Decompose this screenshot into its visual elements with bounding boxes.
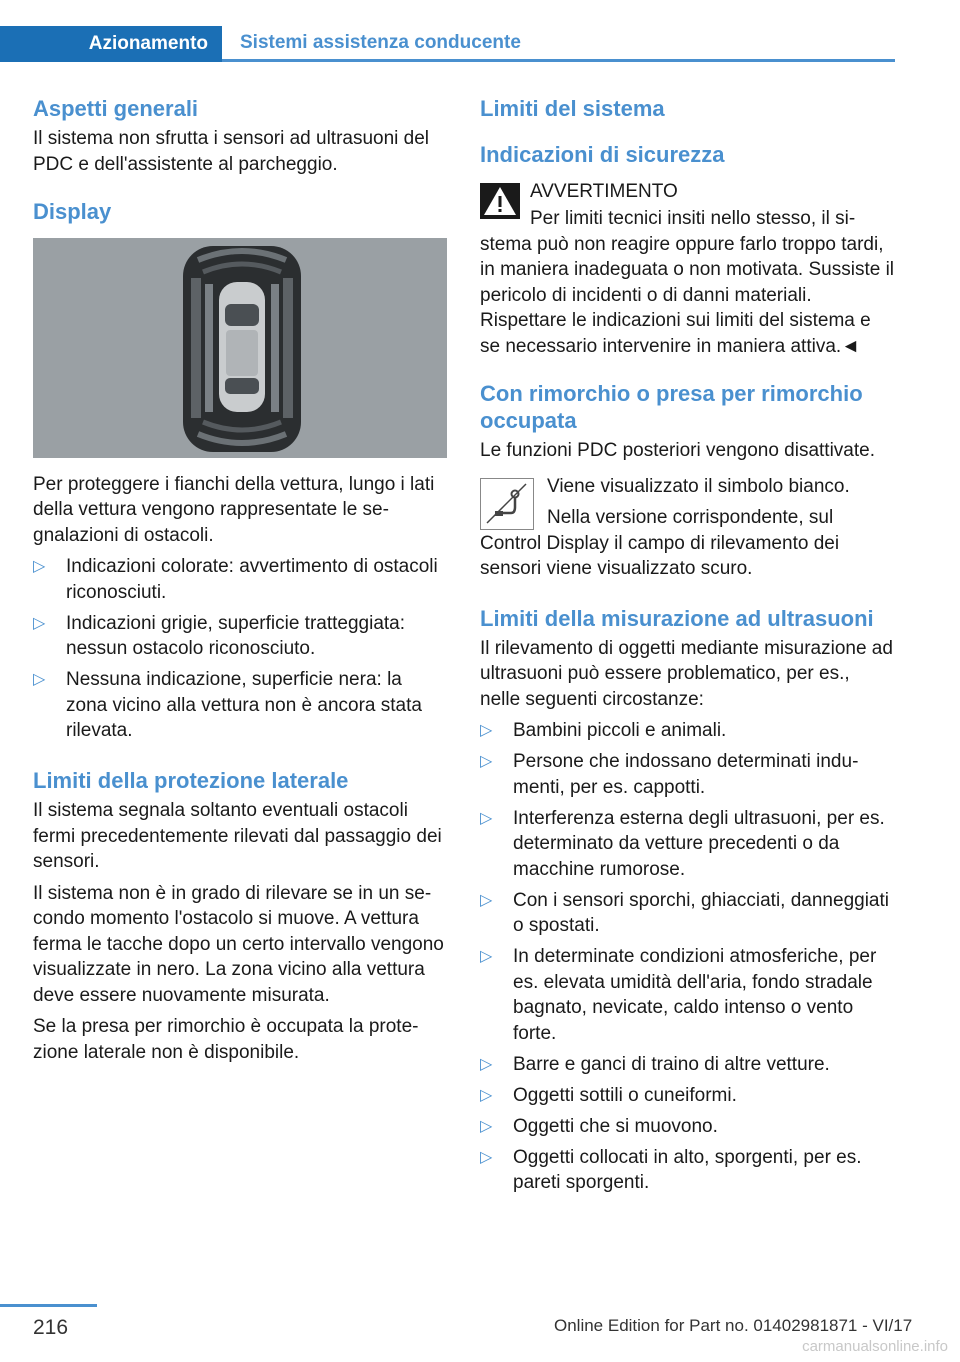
list-item: ▷ Oggetti collocati in alto, sporgenti, per es. pareti sporgenti. — [480, 1146, 862, 1194]
warning-title: AVVERTIMENTO — [530, 180, 678, 202]
trailer-hitch-icon — [480, 478, 534, 530]
paragraph-rim3: Nella versione corrispondente, sul Control Display il campo di rilevamento dei sensori viene visualizzato scuro. — [480, 507, 840, 580]
list-item: ▷ Indicazioni grigie, superficie tratteggiata: nessun ostacolo riconosciuto. — [33, 612, 406, 660]
list-item: ▷ Barre e ganci di traino di altre vetture. — [480, 1052, 895, 1078]
watermark: carmanualsonline.info — [802, 1338, 948, 1355]
paragraph-rim2: Viene visualizzato il simbolo bianco. — [547, 475, 850, 497]
triangle-right-icon: ▷ — [480, 722, 493, 740]
list-item: ▷ Con i sensori sporchi, ghiacciati, danneggiati o spostati. — [480, 889, 889, 937]
paragraph-lp3: Se la presa per rimorchio è occupata la protezione laterale non è disponibile. — [33, 1016, 419, 1063]
list-item: ▷ Oggetti sottili o cuneiformi. — [480, 1083, 895, 1109]
heading-limiti-protezione: Limiti della protezione laterale — [33, 767, 349, 793]
warning-triangle-icon — [480, 183, 520, 219]
left-column — [33, 96, 447, 1065]
display-illustration — [33, 238, 447, 458]
list-item: ▷ Bambini piccoli e animali. — [480, 718, 895, 744]
triangle-right-icon: ▷ — [480, 1055, 493, 1073]
paragraph-display: Per proteggere i fianchi della vettura, lungo i lati della vettura vengono rappresentate le segnalazioni di ostacoli. — [33, 473, 435, 546]
list-item: ▷ In determinate condizioni atmosferiche, per es. elevata umidità dell'aria, fondo stradale bagnato, nevicate, caldo intenso o vento forte. — [480, 946, 877, 1044]
paragraph-lp1: Il sistema segnala soltanto eventuali ostacoli fermi precedentemente rilevati dal passaggio dei sensori. — [33, 800, 442, 873]
ultra-list — [480, 718, 895, 1196]
right-column — [480, 96, 895, 1201]
page-header — [0, 26, 895, 62]
heading-indicazioni-sicurezza: Indicazioni di sicurezza — [480, 142, 725, 168]
list-item: ▷ Nessuna indicazione, superficie nera: la zona vicino alla vettura non è ancora stata rilevata. — [33, 669, 422, 742]
triangle-right-icon: ▷ — [33, 671, 46, 689]
warning-block — [480, 179, 895, 360]
list-item: ▷ Oggetti che si muovono. — [480, 1114, 895, 1140]
paragraph-ultra: Il rilevamento di oggetti mediante misurazione ad ultrasuoni può essere problematico, per es., nelle seguenti circostanze: — [480, 637, 893, 710]
list-item: ▷ Persone che indossano determinati indumenti, per es. cappotti. — [480, 751, 859, 798]
footer-rule — [0, 1304, 97, 1307]
paragraph-rim1: Le funzioni PDC posteriori vengono disattivate. — [480, 440, 876, 462]
triangle-right-icon: ▷ — [33, 558, 46, 576]
triangle-right-icon: ▷ — [480, 753, 493, 771]
display-list — [33, 554, 447, 744]
heading-ultrasuoni: Limiti della misurazione ad ultrasuoni — [480, 605, 874, 631]
triangle-right-icon: ▷ — [480, 809, 493, 827]
paragraph-aspetti: Il sistema non sfrutta i sensori ad ultrasuoni del PDC e dell'assistente al parcheggio. — [33, 128, 430, 175]
chapter-tab: Azionamento — [0, 26, 222, 62]
triangle-right-icon: ▷ — [480, 1148, 493, 1166]
triangle-right-icon: ▷ — [480, 891, 493, 909]
paragraph-lp2: Il sistema non è in grado di rilevare se in un secondo momento l'ostacolo si muove. A vettura ferma le tacche dopo un certo intervallo vengono visualizzate in nero. La zona vicino alla vettura deve essere nuovamente misurata. — [33, 882, 444, 1006]
edition-note: Online Edition for Part no. 01402981871 - VI/17 — [554, 1316, 913, 1335]
triangle-right-icon: ▷ — [480, 1117, 493, 1135]
list-item: ▷ Indicazioni colorate: avvertimento di ostacoli riconosciuti. — [33, 556, 438, 603]
heading-display: Display — [33, 199, 112, 225]
trailer-note — [480, 474, 895, 582]
section-tab: Sistemi assistenza conducente — [222, 26, 895, 62]
page-number: 216 — [33, 1316, 69, 1339]
triangle-right-icon: ▷ — [33, 614, 46, 632]
list-item: ▷ Interferenza esterna degli ultrasuoni, per es. determinato da vetture precedenti o da macchine rumorose. — [480, 807, 885, 880]
heading-limiti-sistema: Limiti del sistema — [480, 96, 665, 121]
heading-aspetti-generali: Aspetti generali — [33, 96, 199, 121]
heading-rimorchio: Con rimorchio o presa per rimorchio occupata — [480, 381, 863, 433]
triangle-right-icon: ▷ — [480, 1086, 493, 1104]
triangle-right-icon: ▷ — [480, 948, 493, 966]
warning-text: Per limiti tecnici insiti nello stesso, il sistema può non reagire oppure farlo troppo tardi, in maniera inadeguata o non motivata. Sussiste il pericolo di incidenti o di danni materiali. Rispettare le indicazioni sui limiti del sistema e se necessario intervenire in maniera attiva.◄ — [480, 208, 895, 357]
